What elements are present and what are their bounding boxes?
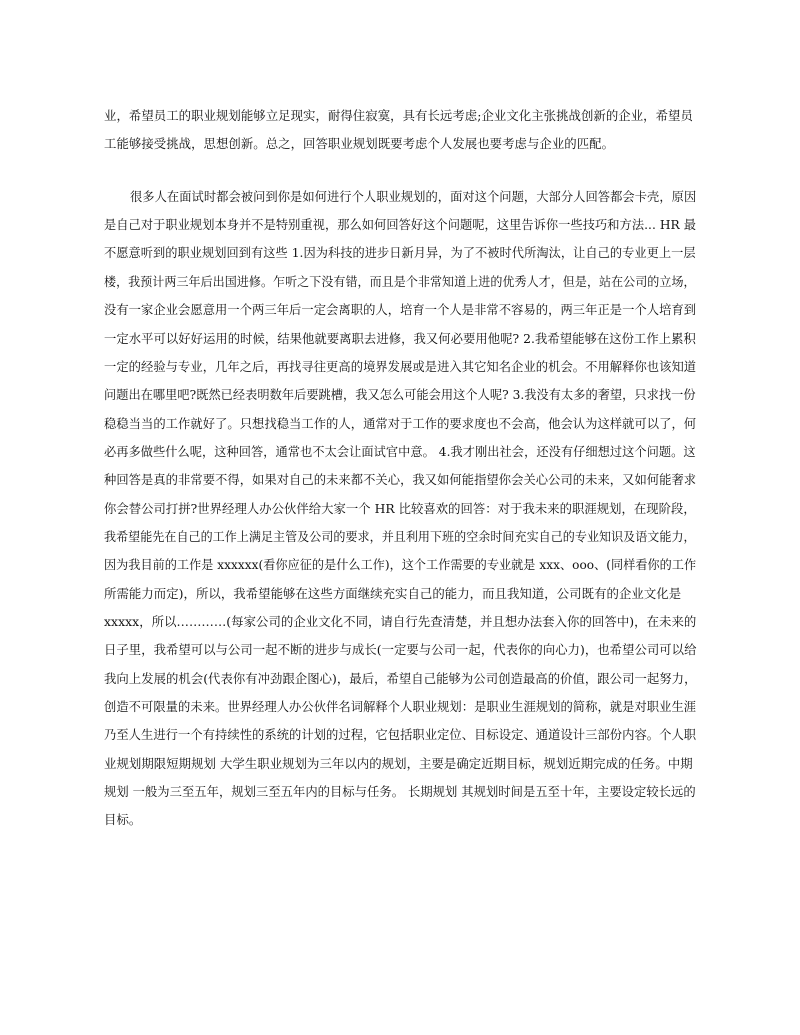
text-line: 工能够接受挑战，思想创新。总之，回答职业规划既要考虑个人发展也要考虑与企业的匹配。 xyxy=(104,136,615,151)
text-line: 创造不可限量的未来。世界经理人办公伙伴名词解释个人职业规划：是职业生涯规划的简称，就是对职业生涯 xyxy=(104,699,697,714)
text-line: 种回答是真的非常要不得，如果对自己的未来都不关心，我又如何能指望你会关心公司的未来，又如何能奢求 xyxy=(104,472,697,487)
text-line: 不愿意听到的职业规划回到有这些 1.因为科技的进步日新月异，为了不被时代所淘汰，让自己的专业更上一层 xyxy=(104,245,696,260)
text-line: 业，希望员工的职业规划能够立足现实，耐得住寂寞，具有长远考虑;企业文化主张挑战创新的企业，希望员 xyxy=(104,108,693,123)
text-line: 目标。 xyxy=(104,812,142,827)
text-line: 一定水平可以好好运用的时候，结果他就要离职去进修，我又何必要用他呢? 2.我希望能够在这份工作上累积 xyxy=(104,331,696,346)
text-line: 日子里，我希望可以与公司一起不断的进步与成长(一定要与公司一起，代表你的向心力)，也希望公司可以给 xyxy=(104,642,697,657)
text-line: 因为我目前的工作是 xxxxxx(看你应征的是什么工作)，这个工作需要的专业就是 xxx、ooo、(同样看你的工作 xyxy=(104,557,697,572)
text-line: 必再多做些什么呢，这种回答，通常也不太会让面试官中意。 4.我才刚出社会，还没有仔细想过这个问题。这 xyxy=(104,444,696,459)
text-line: 问题出在哪里吧?既然已经表明数年后要跳槽，我又怎么可能会用这个人呢? 3.我没有太多的奢望，只求找一份 xyxy=(104,387,696,402)
text-line: 一定的经验与专业，几年之后，再找寻往更高的境界发展或是进入其它知名企业的机会。不用解释你也该知道 xyxy=(104,359,697,374)
text-line: 你会替公司打拼?世界经理人办公伙伴给大家一个 HR 比较喜欢的回答：对于我未来的职涯规划，在现阶段， xyxy=(104,501,696,516)
text-line: 楼，我预计两三年后出国进修。乍听之下没有错，而且是个非常知道上进的优秀人才，但是，站在公司的立场， xyxy=(104,274,696,289)
text-line: 乃至人生进行一个有持续性的系统的计划的过程，它包括职业定位、目标设定、通道设计三部份内容。个人职 xyxy=(104,727,697,742)
text-line: xxxxx，所以…………(每家公司的企业文化不同，请自行先查清楚，并且想办法套入你的回答中)，在未来的 xyxy=(104,614,697,629)
text-line: 我向上发展的机会(代表你有冲劲跟企图心)，最后，希望自己能够为公司创造最高的价值，跟公司一起努力， xyxy=(104,671,697,686)
text-line: 规划 一般为三至五年，规划三至五年内的目标与任务。 长期规划 其规划时间是五至十年，主要设定较长远的 xyxy=(104,784,696,799)
text-line: 很多人在面试时都会被问到你是如何进行个人职业规划的，面对这个问题，大部分人回答都会卡壳，原因 xyxy=(130,189,697,204)
text-line: 所需能力而定)，所以，我希望能够在这些方面继续充实自己的能力，而且我知道，公司既有的企业文化是 xyxy=(104,586,682,601)
text-line: 没有一家企业会愿意用一个两三年后一定会离职的人，培育一个人是非常不容易的，两三年正是一个人培育到 xyxy=(104,302,697,317)
text-line: 业规划期限短期规划 大学生职业规划为三年以内的规划，主要是确定近期目标，规划近期完成的任务。中期 xyxy=(104,756,693,771)
text-line: 稳稳当当的工作就好了。只想找稳当工作的人，通常对于工作的要求度也不会高，他会认为这样就可以了，何 xyxy=(104,416,697,431)
text-line: 我希望能先在自己的工作上满足主管及公司的要求，并且利用下班的空余时间充实自己的专业知识及语文能力， xyxy=(104,529,696,544)
text-line: 是自己对于职业规划本身并不是特别重视，那么如何回答好这个问题呢，这里告诉你一些技巧和方法... HR 最 xyxy=(104,217,697,232)
